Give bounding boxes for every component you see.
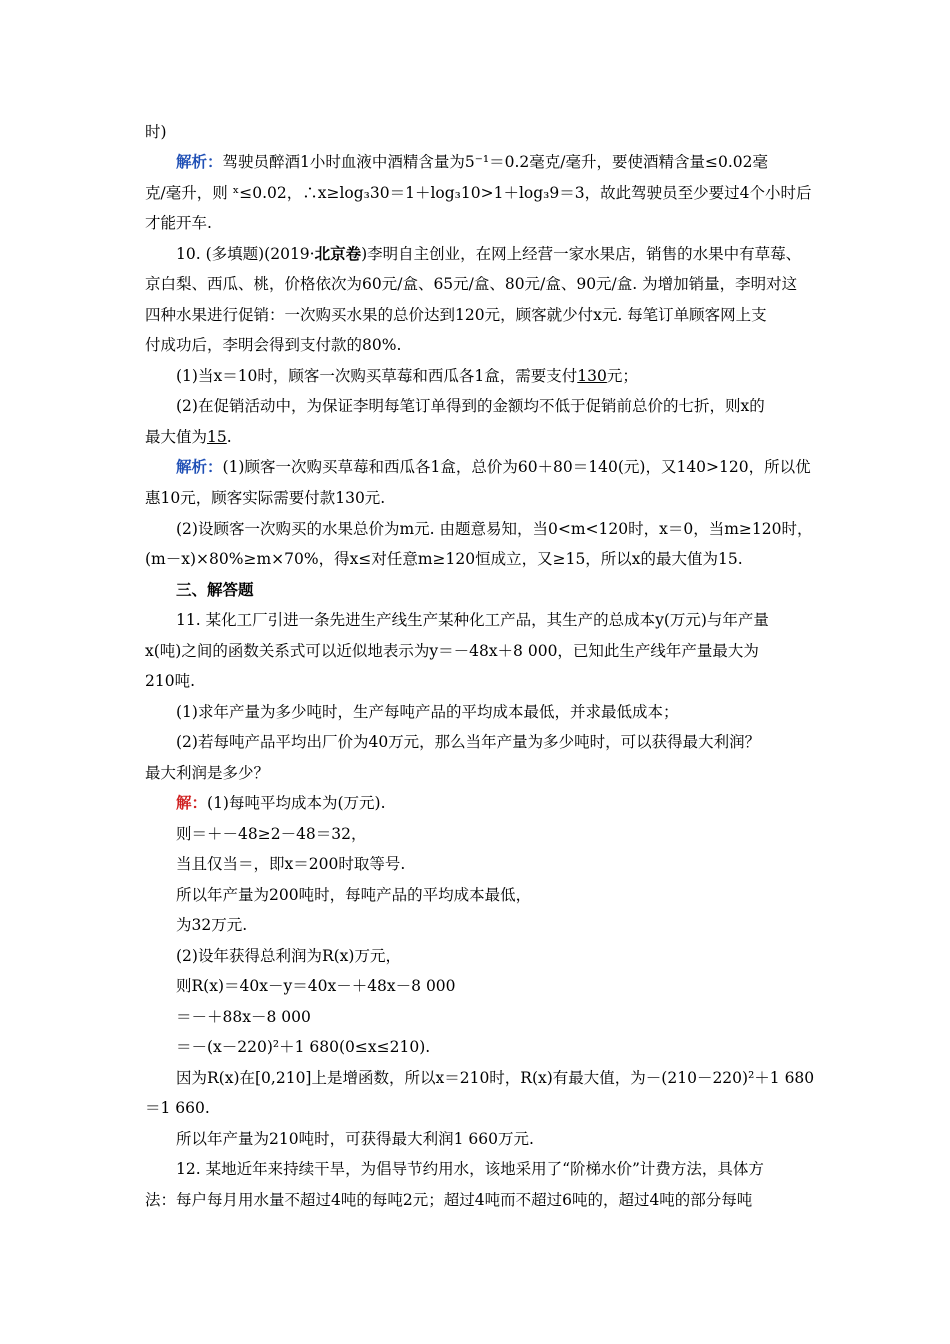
solution-line: 为32万元. [176, 916, 248, 934]
solution-line: (2)设年获得总利润为R(x)万元， [176, 947, 401, 965]
text-line: 京白梨、西瓜、桃，价格依次为60元/盒、65元/盒、80元/盒、90元/盒. 为增加销量，李明对这 [145, 275, 798, 293]
analysis-text: (1)顾客一次购买草莓和西瓜各1盒，总价为60＋80＝140(元)，又140>120，所以优 [222, 458, 811, 476]
solution-line: 所以年产量为210吨时，可获得最大利润1 660万元. [176, 1130, 534, 1148]
solution-label: 解： [176, 793, 208, 812]
answer-blank: 15 [207, 428, 227, 446]
sub-question-line: (1)求年产量为多少吨时，生产每吨产品的平均成本最低，并求最低成本； [176, 703, 679, 721]
solution-line: 则＝＋－48≥2－48＝32， [176, 825, 367, 843]
text-line: (2)设顾客一次购买的水果总价为m元. 由题意易知，当0<m<120时，x＝0，当m≥120时， [176, 520, 813, 538]
solution-line: 所以年产量为200吨时，每吨产品的平均成本最低， [176, 886, 532, 904]
sub-question-text: 最大值为 [145, 428, 208, 446]
analysis-text: 驾驶员醉酒1小时血液中酒精含量为5⁻¹＝0.2毫克/毫升，要使酒精含量≤0.02毫 [222, 153, 769, 171]
text-line: 法：每户每月用水量不超过4吨的每吨2元；超过4吨而不超过6吨的，超过4吨的部分每吨 [145, 1191, 753, 1209]
solution-text: (1)每吨平均成本为(万元). [207, 794, 386, 812]
solution-line: 因为R(x)在[0,210]上是增函数，所以x＝210时，R(x)有最大值，为－(210－220)²＋1 680 [176, 1069, 815, 1087]
text-line: 最大利润是多少？ [145, 764, 270, 782]
analysis-label: 解析： [176, 457, 223, 476]
text-line [145, 426, 810, 448]
text-line: 时) [145, 123, 167, 141]
solution-line [145, 792, 841, 814]
source-label: 北京卷 [314, 244, 362, 263]
section-heading: 三、解答题 [176, 580, 254, 599]
sub-question-line [145, 365, 841, 387]
solution-line: ＝－(x－220)²＋1 680(0≤x≤210). [176, 1038, 431, 1056]
analysis-label: 解析： [176, 152, 223, 171]
text-line: x(吨)之间的函数关系式可以近似地表示为y＝－48x＋8 000，已知此生产线年产量最大为 [145, 642, 759, 660]
question-10-prefix: 10. (多填题)(2019· [176, 245, 315, 263]
question-12-line: 12. 某地近年来持续干旱，为倡导节约用水，该地采用了“阶梯水价”计费方法，具体方 [176, 1160, 764, 1178]
text-line: 四种水果进行促销：一次购买水果的总价达到120元，顾客就少付x元. 每笔订单顾客网上支 [145, 306, 767, 324]
text-line: 才能开车. [145, 214, 212, 232]
text-line: ＝1 660. [145, 1099, 210, 1117]
solution-line: 则R(x)＝40x－y＝40x－＋48x－8 000 [176, 977, 456, 995]
sub-question-text: 元； [606, 367, 638, 385]
sub-question-line: (2)在促销活动中，为保证李明每笔订单得到的金额均不低于促销前总价的七折，则x的 [176, 397, 765, 415]
question-11-line: 11. 某化工厂引进一条先进生产线生产某种化工产品，其生产的总成本y(万元)与年产量 [176, 611, 769, 629]
text-line: 付成功后，李明会得到支付款的80%. [145, 336, 402, 354]
analysis-line [145, 151, 841, 173]
answer-blank: 130 [577, 367, 607, 385]
text-line: 惠10元，顾客实际需要付款130元. [145, 489, 386, 507]
text-line: 210吨. [145, 672, 196, 690]
sub-question-text: . [226, 428, 232, 446]
sub-question-text: (1)当x＝10时，顾客一次购买草莓和西瓜各1盒，需要支付 [176, 367, 578, 385]
sub-question-line: (2)若每吨产品平均出厂价为40万元，那么当年产量为多少吨时，可以获得最大利润？ [176, 733, 761, 751]
solution-line: ＝－＋88x－8 000 [176, 1008, 311, 1026]
solution-line: 当且仅当＝，即x＝200时取等号. [176, 855, 406, 873]
question-10-text: )李明自主创业，在网上经营一家水果店，销售的水果中有草莓、 [361, 245, 802, 263]
text-line: (m－x)×80%≥m×70%，得x≤对任意m≥120恒成立，又≥15，所以x的最大值为15. [145, 550, 743, 568]
analysis-line [145, 456, 841, 478]
text-line: 克/毫升，则 ˣ≤0.02，∴x≥log₃30＝1＋log₃10>1＋log₃9＝3，故此驾驶员至少要过4个小时后 [145, 184, 812, 202]
question-10-line [145, 243, 841, 265]
